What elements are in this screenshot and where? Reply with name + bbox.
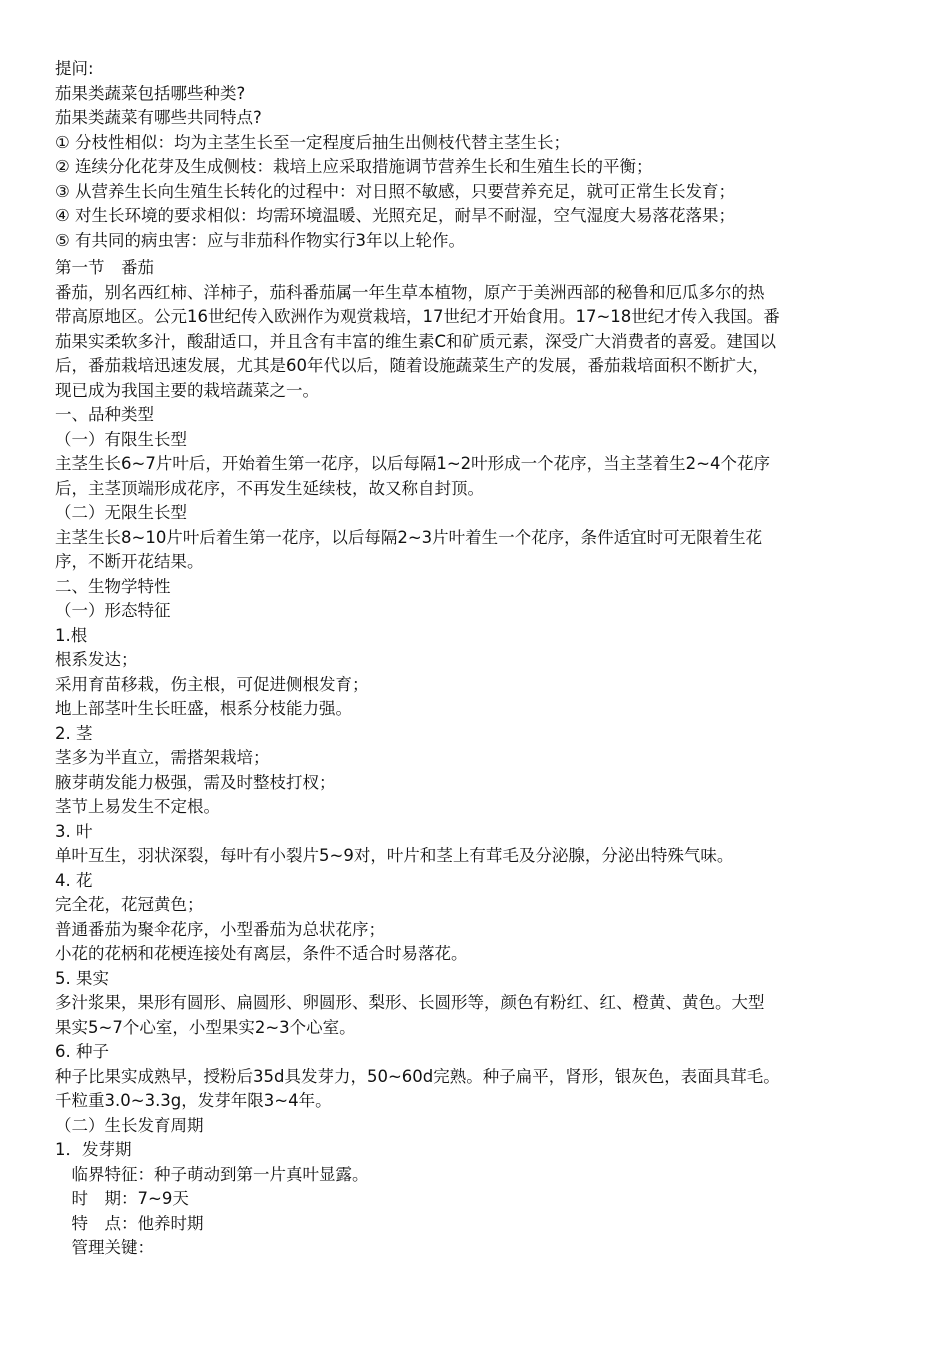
item-heading: 3. 叶 xyxy=(55,821,93,841)
item-heading: 1.根 xyxy=(55,625,88,645)
text-line: 后，主茎顶端形成花序，不再发生延续枝，故又称自封顶。 xyxy=(55,478,484,498)
heading: 二、生物学特性 xyxy=(55,576,171,596)
list-item: ② 连续分化花芽及生成侧枝：栽培上应采取措施调节营养生长和生殖生长的平衡； xyxy=(55,157,653,176)
text-line: 地上部茎叶生长旺盛，根系分枝能力强。 xyxy=(55,699,352,718)
text-line: 现已成为我国主要的栽培蔬菜之一。 xyxy=(55,380,319,400)
text-line: 提问: xyxy=(55,59,94,78)
text-line: 单叶互生，羽状深裂，每叶有小裂片5~9对，叶片和茎上有茸毛及分泌腺，分泌出特殊气味。 xyxy=(55,846,734,865)
text-line: 茄果类蔬菜包括哪些种类? xyxy=(55,83,246,103)
subheading: （二）无限生长型 xyxy=(55,503,187,522)
text-line: 临界特征：种子萌动到第一片真叶显露。 xyxy=(55,1164,369,1184)
text-line: 茎多为半直立，需搭架栽培； xyxy=(55,748,270,767)
item-heading: 5. 果实 xyxy=(55,968,109,988)
item-heading: 6. 种子 xyxy=(55,1042,109,1061)
text-line: 千粒重3.0~3.3g，发芽年限3~4年。 xyxy=(55,1091,332,1110)
text-line: 多汁浆果，果形有圆形、扁圆形、卵圆形、梨形、长圆形等，颜色有粉红、红、橙黄、黄色。大型 xyxy=(55,993,765,1012)
text-line: 时 期：7~9天 xyxy=(55,1189,189,1208)
text-line: 普通番茄为聚伞花序，小型番茄为总状花序； xyxy=(55,919,385,939)
text-line: 根系发达； xyxy=(55,650,138,669)
section-heading: 第一节 番茄 xyxy=(55,258,154,277)
text-line: 番茄，别名西红柿、洋柿子，茄科番茄属一年生草本植物，原产于美洲西部的秘鲁和厄瓜多尔的热 xyxy=(55,282,765,302)
text-line: 果实5~7个心室，小型果实2~3个心室。 xyxy=(55,1017,356,1037)
text-line: 特 点：他养时期 xyxy=(55,1213,204,1233)
text-line: 茎节上易发生不定根。 xyxy=(55,797,220,816)
item-heading: 1．发芽期 xyxy=(55,1140,132,1159)
subheading: （一）有限生长型 xyxy=(55,429,187,449)
text-line: 序，不断开花结果。 xyxy=(55,552,204,571)
list-item: ④ 对生长环境的要求相似：均需环境温暖、光照充足，耐旱不耐湿，空气湿度大易落花落果； xyxy=(55,206,736,225)
subheading: （二）生长发育周期 xyxy=(55,1115,204,1135)
text-line: 种子比果实成熟早，授粉后35d具发芽力，50~60d完熟。种子扁平，肾形，银灰色，表面具茸毛。 xyxy=(55,1066,780,1086)
document-body xyxy=(55,57,915,1261)
list-item: ③ 从营养生长向生殖生长转化的过程中：对日照不敏感，只要营养充足，就可正常生长发育； xyxy=(55,181,736,201)
text-line: 带高原地区。公元16世纪传入欧洲作为观赏栽培，17世纪才开始食用。17~18世纪才传入我国。番 xyxy=(55,307,780,326)
item-heading: 4. 花 xyxy=(55,870,93,890)
text-line: 主茎生长6~7片叶后，开始着生第一花序，以后每隔1~2叶形成一个花序，当主茎着生2~4个花序 xyxy=(55,454,770,473)
item-heading: 2. 茎 xyxy=(55,723,93,743)
text-line: 管理关键： xyxy=(55,1238,154,1257)
text-line: 完全花，花冠黄色； xyxy=(55,895,204,914)
list-item: ⑤ 有共同的病虫害：应与非茄科作物实行3年以上轮作。 xyxy=(55,230,466,250)
text-line: 后，番茄栽培迅速发展，尤其是60年代以后，随着设施蔬菜生产的发展，番茄栽培面积不断扩大， xyxy=(55,356,769,375)
text-line: 小花的花柄和花梗连接处有离层，条件不适合时易落花。 xyxy=(55,944,468,963)
text-line: 腋芽萌发能力极强，需及时整枝打杈； xyxy=(55,772,336,792)
list-item: ① 分枝性相似：均为主茎生长至一定程度后抽生出侧枝代替主茎生长； xyxy=(55,132,571,152)
text-line: 主茎生长8~10片叶后着生第一花序，以后每隔2~3片叶着生一个花序，条件适宜时可无限着生花 xyxy=(55,527,763,547)
heading: 一、品种类型 xyxy=(55,405,154,424)
text-line: 采用育苗移栽，伤主根，可促进侧根发育； xyxy=(55,674,369,694)
text-line: 茄果实柔软多汁，酸甜适口，并且含有丰富的维生素C和矿质元素，深受广大消费者的喜爱。建国以 xyxy=(55,331,777,351)
subheading: （一）形态特征 xyxy=(55,601,171,620)
text-line: 茄果类蔬菜有哪些共同特点? xyxy=(55,108,262,127)
